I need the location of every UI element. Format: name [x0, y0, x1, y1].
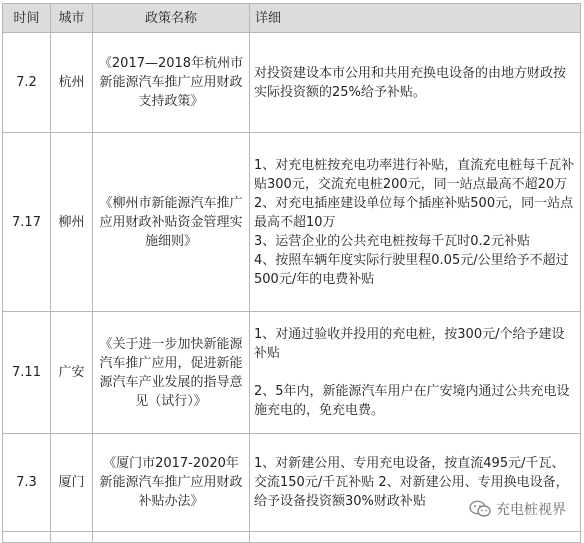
- header-city: 城市: [51, 4, 93, 33]
- cell-city: 杭州: [51, 33, 93, 133]
- header-time: 时间: [3, 4, 51, 33]
- header-detail: 详细: [250, 4, 581, 33]
- detail-line: 1、对充电桩按充电功率进行补贴，直流充电桩每千瓦补贴300元，交流充电桩200元，同一站点最高不超20万: [254, 157, 575, 192]
- cell-detail: [250, 33, 581, 133]
- cell-time: 7.11: [3, 312, 51, 434]
- paragraph-gap: [254, 363, 576, 382]
- header-name: 政策名称: [93, 4, 250, 33]
- detail-line: 1、对通过验收并投用的充电桩，按300元/个给予建设补贴: [254, 327, 565, 361]
- cell-time: 7.2: [3, 33, 51, 133]
- cell-policy-name: 《2017—2018年杭州市新能源汽车推广应用财政支持政策》: [93, 33, 250, 133]
- policy-table: [2, 3, 581, 543]
- cell-time: 7.17: [3, 133, 51, 312]
- table-row: [3, 33, 581, 133]
- cell-policy-name: 《柳州市新能源汽车推广应用财政补贴资金管理实施细则》: [93, 133, 250, 312]
- cell-time: 7.3: [3, 434, 51, 532]
- watermark: [465, 497, 570, 521]
- cell-city: 厦门: [51, 434, 93, 532]
- cell-empty: [250, 532, 581, 543]
- cell-detail: [250, 133, 581, 312]
- cell-empty: [3, 532, 51, 543]
- table-header-row: [3, 4, 581, 33]
- detail-line: 1、对新建公用、专用充电设备，按直流495元/千瓦、交流150元/千瓦补贴 2、对新建公用、专用换电设备，给予设备投资额30%财政补贴: [254, 456, 569, 509]
- detail-line: 4、按照车辆年度实际行驶里程0.05元/公里给予不超过500元/年的电费补贴: [254, 252, 569, 287]
- cell-empty: [51, 532, 93, 543]
- table-row-partial: [3, 532, 581, 543]
- cell-empty: [93, 532, 250, 543]
- detail-line: 2、5年内，新能源汽车用户在广安境内通过公共充电设施充电的，免充电费。: [254, 384, 570, 418]
- table-row: [3, 312, 581, 434]
- cell-city: 柳州: [51, 133, 93, 312]
- table-row: [3, 133, 581, 312]
- detail-line: 3、运营企业的公共充电桩按每千瓦时0.2元补贴: [254, 233, 530, 249]
- cell-city: 广安: [51, 312, 93, 434]
- watermark-text: 充电桩视界: [496, 502, 566, 518]
- cell-detail: [250, 312, 581, 434]
- cell-policy-name: 《关于进一步加快新能源汽车推广应用，促进新能源汽车产业发展的指导意见（试行）》: [93, 312, 250, 434]
- cell-policy-name: 《厦门市2017-2020年新能源汽车推广应用财政补贴办法》: [93, 434, 250, 532]
- detail-line: 对投资建设本市公用和共用充换电设备的由地方财政按实际投资额的25%给予补贴。: [254, 65, 567, 100]
- wechat-icon: [469, 500, 491, 518]
- detail-line: 2、对充电插座建设单位每个插座补贴500元，同一站点最高不超10万: [254, 195, 574, 230]
